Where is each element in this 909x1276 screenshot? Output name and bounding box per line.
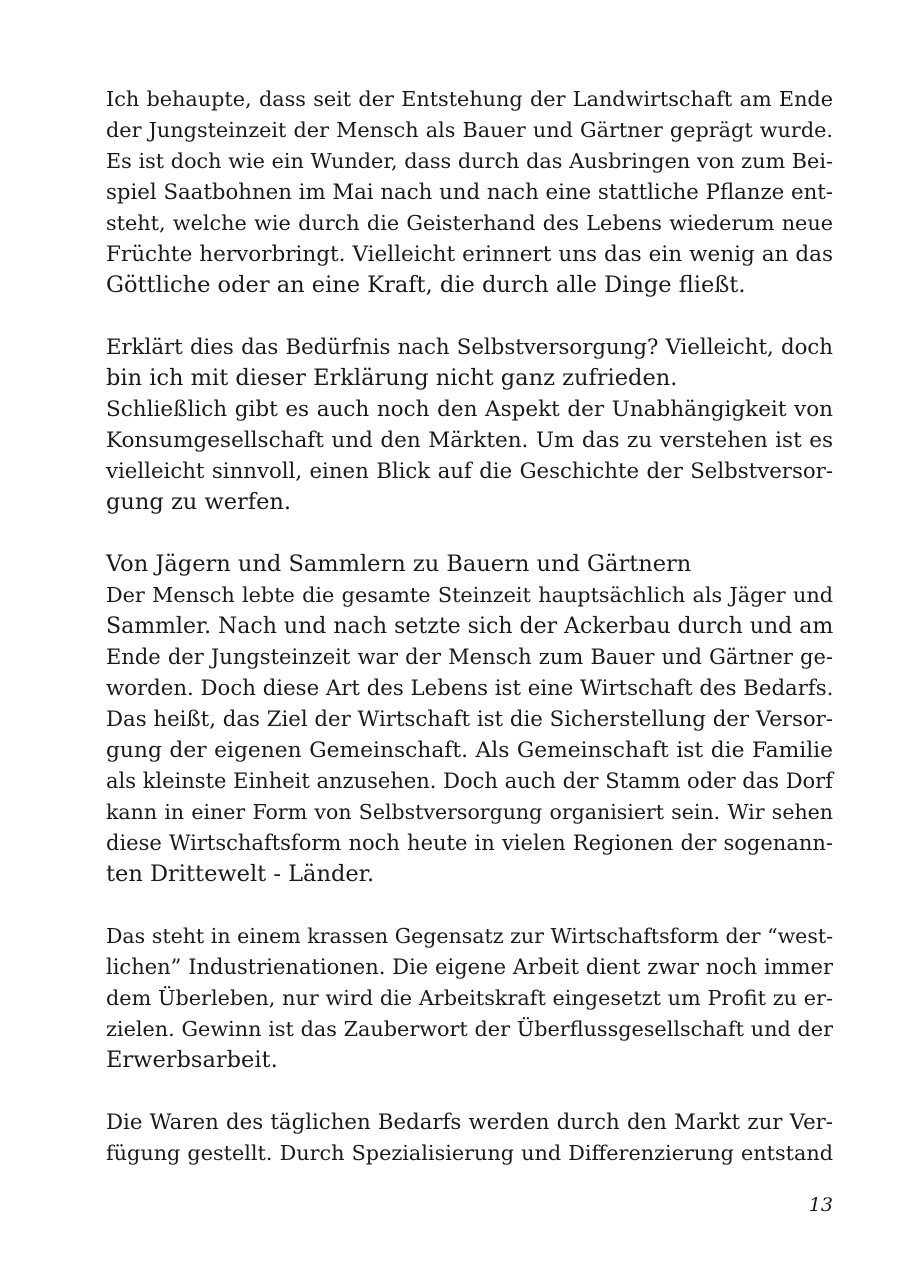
text-line: gung der eigenen Gemeinschaft. Als Gemeinschaft ist die Familie — [106, 738, 833, 763]
text-line: Göttliche oder an eine Kraft, die durch alle Dinge fließt. — [106, 272, 746, 298]
text-line: kann in einer Form von Selbstversorgung organisiert sein. Wir sehen — [106, 800, 833, 824]
text-line: Erklärt dies das Bedürfnis nach Selbstversorgung? Vielleicht, doch — [106, 335, 833, 360]
page-body — [106, 84, 833, 1234]
text-line: als kleinste Einheit anzusehen. Doch auch der Stamm oder das Dorf — [106, 769, 833, 793]
text-line: Früchte hervorbringt. Vielleicht erinnert uns das ein wenig an das — [106, 242, 833, 267]
text-line: vielleicht sinnvoll, einen Blick auf die Geschichte der Selbstversor- — [106, 459, 833, 484]
section-heading: Von Jägern und Sammlern zu Bauern und Gärtnern — [106, 551, 692, 577]
text-line: lichen” Industrienationen. Die eigene Arbeit dient zwar noch immer — [106, 955, 833, 979]
paragraph-3 — [106, 549, 833, 890]
text-line: worden. Doch diese Art des Lebens ist eine Wirtschaft des Bedarfs. — [106, 676, 834, 701]
text-line: ten Drittewelt - Länder. — [106, 861, 375, 887]
text-line: Der Mensch lebte die gesamte Steinzeit hauptsächlich als Jäger und — [106, 583, 833, 607]
text-line: Ich behaupte, dass seit der Entstehung der Landwirtschaft am Ende — [106, 87, 833, 111]
text-line: Sammler. Nach und nach setzte sich der Ackerbau durch und am — [106, 614, 834, 639]
text-line: gung zu werfen. — [106, 489, 292, 515]
paragraph-gap — [106, 518, 833, 549]
paragraph-gap — [106, 890, 833, 921]
paragraph-1 — [106, 84, 833, 301]
text-line: Es ist doch wie ein Wunder, dass durch das Ausbringen von zum Bei- — [106, 149, 833, 173]
text-line: Schließlich gibt es auch noch den Aspekt der Unabhängigkeit von — [106, 397, 833, 422]
text-line: Die Waren des täglichen Bedarfs werden durch den Markt zur Ver- — [106, 1110, 833, 1135]
text-line: bin ich mit dieser Erklärung nicht ganz zufrieden. — [106, 365, 678, 391]
paragraph-5 — [106, 1107, 833, 1169]
text-line: fügung gestellt. Durch Spezialisierung und Differenzierung entstand — [106, 1141, 833, 1165]
paragraph-2 — [106, 332, 833, 518]
text-line: Erwerbsarbeit. — [106, 1047, 278, 1073]
page-number: 13 — [808, 1194, 833, 1216]
text-line: diese Wirtschaftsform noch heute in vielen Regionen der sogenann- — [106, 831, 833, 855]
text-line: Ende der Jungsteinzeit war der Mensch zum Bauer und Gärtner ge- — [106, 645, 833, 669]
text-line: steht, welche wie durch die Geisterhand des Lebens wiederum neue — [106, 211, 833, 235]
text-line: Das steht in einem krassen Gegensatz zur Wirtschaftsform der “west- — [106, 924, 833, 948]
paragraph-gap — [106, 301, 833, 332]
text-line: Das heißt, das Ziel der Wirtschaft ist die Sicherstellung der Versor- — [106, 707, 833, 732]
text-line: spiel Saatbohnen im Mai nach und nach eine stattliche Pflanze ent- — [106, 180, 833, 205]
text-line: dem Überleben, nur wird die Arbeitskraft eingesetzt um Profit zu er- — [106, 986, 833, 1010]
text-line: zielen. Gewinn ist das Zauberwort der Überflussgesellschaft und der — [106, 1017, 833, 1041]
text-line: Konsumgesellschaft und den Märkten. Um das zu verstehen ist es — [106, 428, 833, 453]
text-line: der Jungsteinzeit der Mensch als Bauer und Gärtner geprägt wurde. — [106, 118, 833, 142]
paragraph-4 — [106, 921, 833, 1076]
paragraph-gap — [106, 1076, 833, 1107]
